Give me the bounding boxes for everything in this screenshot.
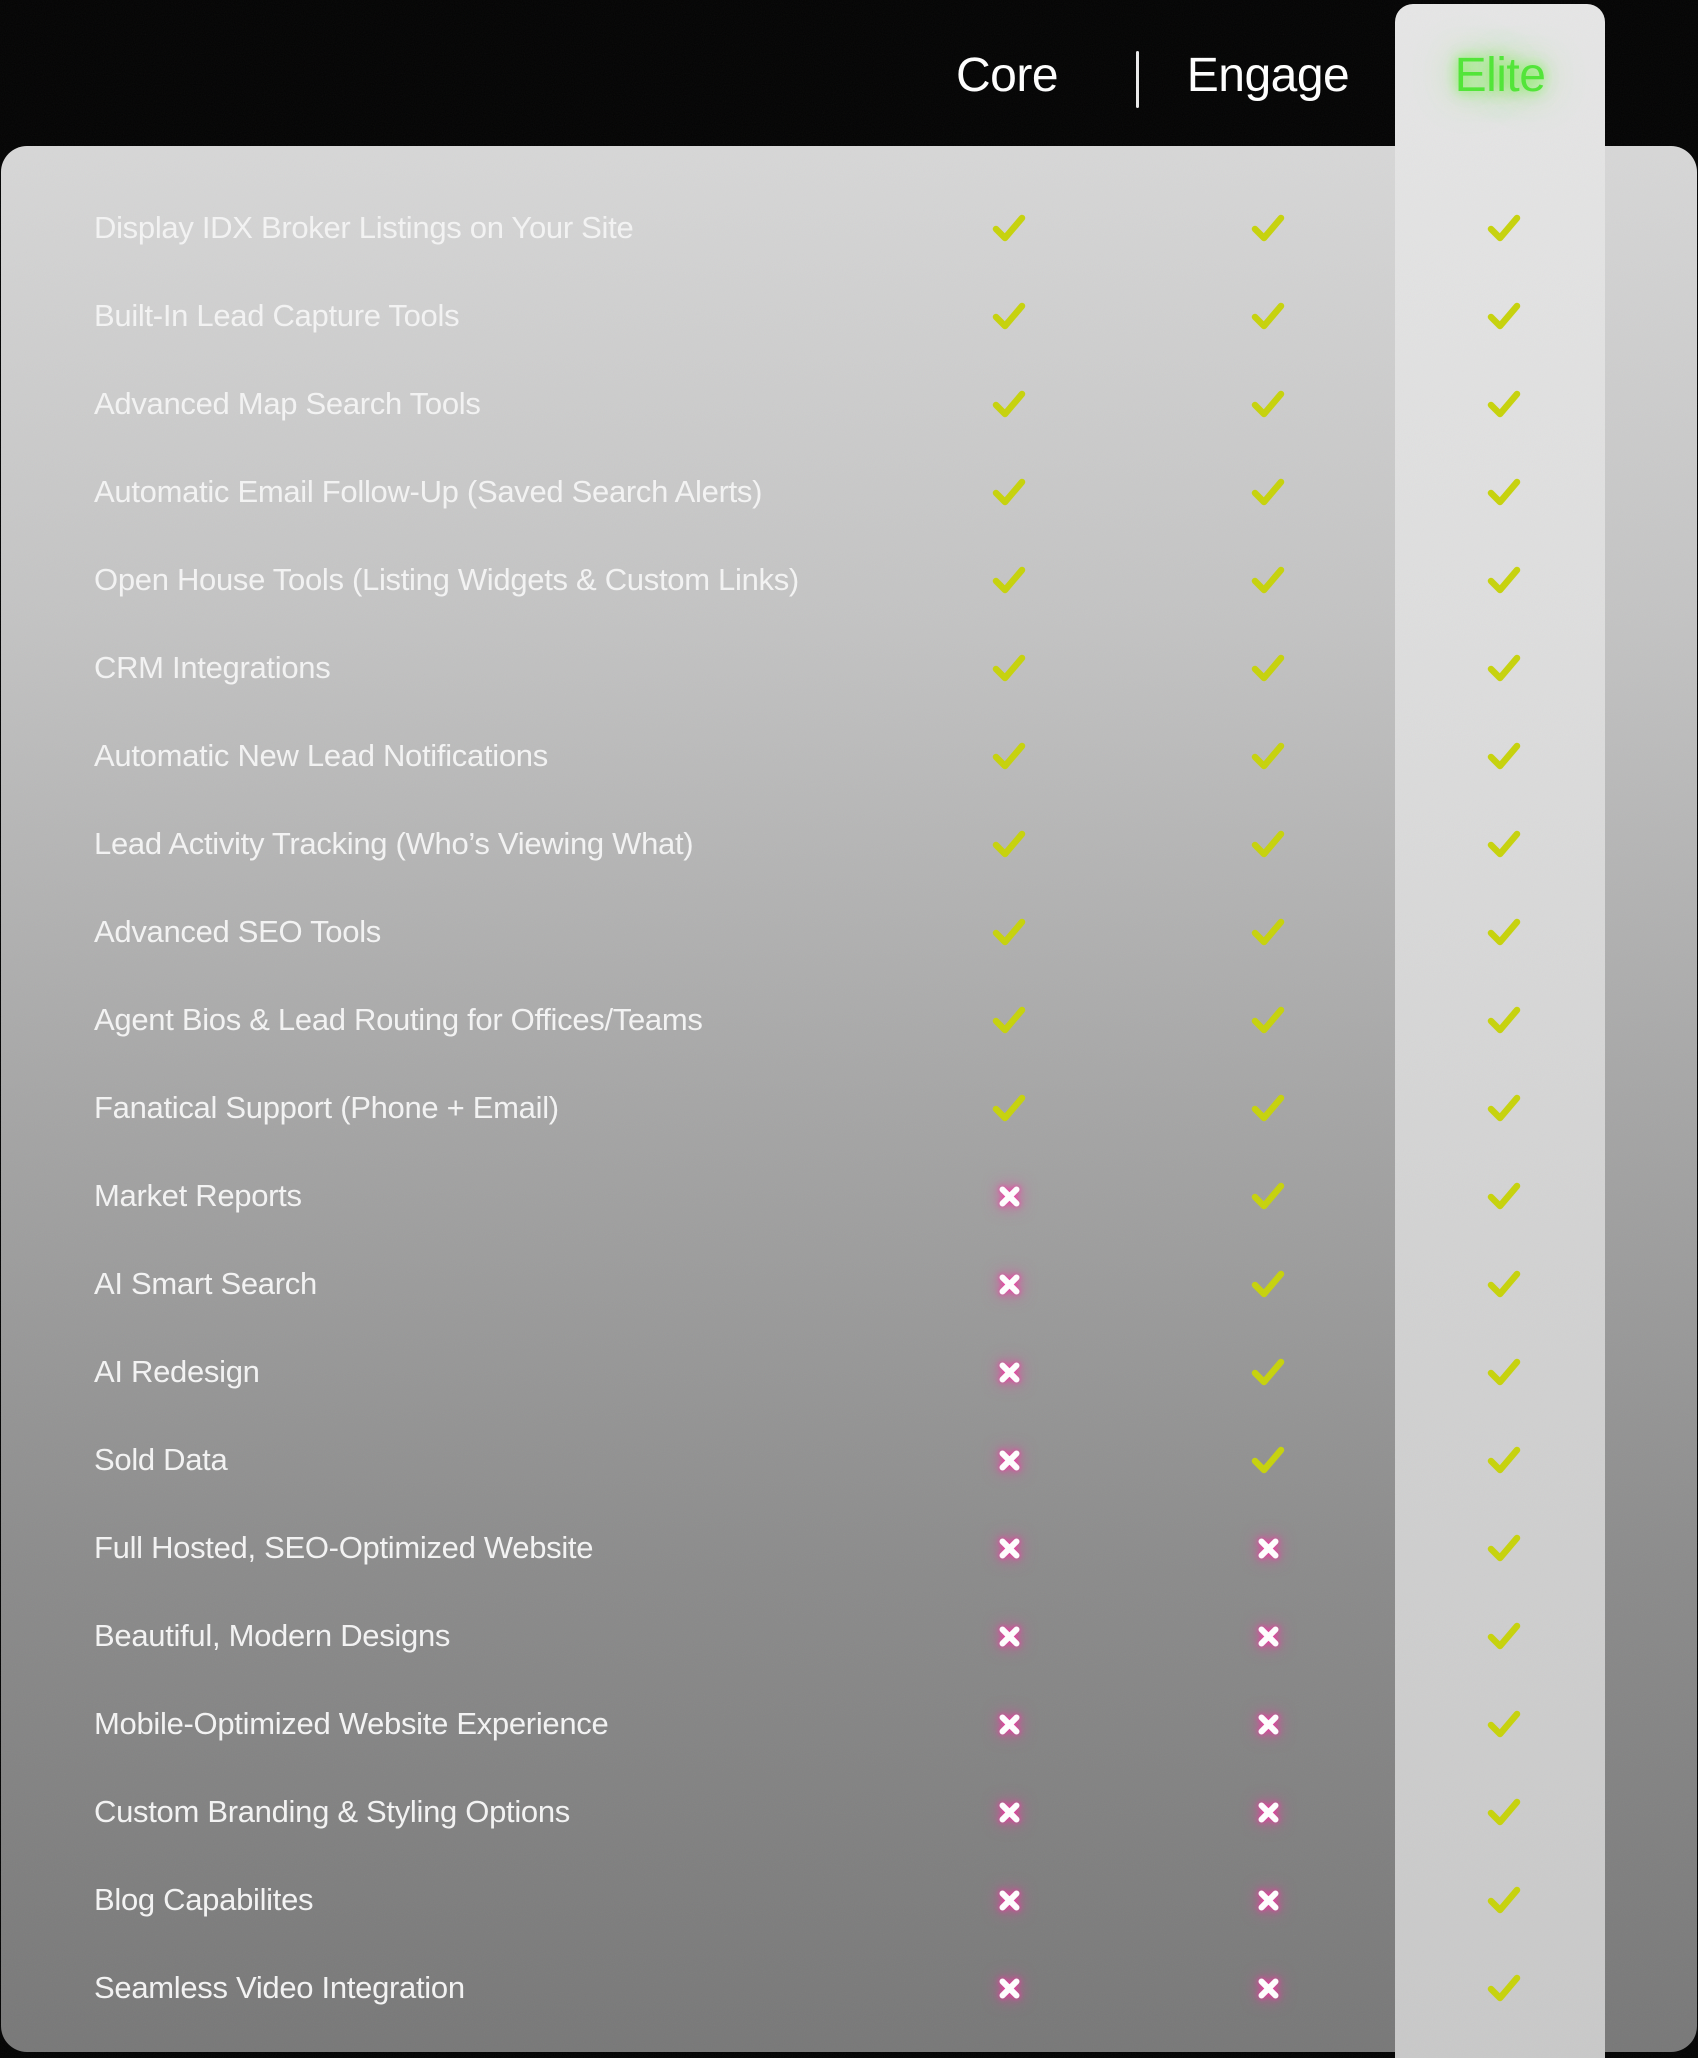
feature-row bbox=[1, 976, 1697, 1064]
feature-label: CRM Integrations bbox=[94, 650, 331, 685]
engage-cell bbox=[1220, 1240, 1316, 1328]
feature-row bbox=[1, 1944, 1697, 2032]
feature-label: Built-In Lead Capture Tools bbox=[94, 298, 460, 333]
plan-header-row bbox=[0, 0, 1698, 146]
feature-label: Lead Activity Tracking (Who’s Viewing What) bbox=[94, 826, 694, 861]
cross-icon bbox=[1255, 1711, 1282, 1738]
feature-row bbox=[1, 1504, 1697, 1592]
elite-cell bbox=[1456, 1152, 1552, 1240]
check-icon bbox=[1485, 828, 1523, 860]
feature-label: Mobile-Optimized Website Experience bbox=[94, 1706, 609, 1741]
elite-cell bbox=[1456, 1064, 1552, 1152]
check-icon bbox=[1249, 1356, 1287, 1388]
check-icon bbox=[1485, 1972, 1523, 2004]
core-cell bbox=[961, 272, 1057, 360]
elite-cell bbox=[1456, 184, 1552, 272]
feature-row bbox=[1, 1768, 1697, 1856]
elite-cell bbox=[1456, 1856, 1552, 1944]
check-icon bbox=[990, 652, 1028, 684]
core-cell bbox=[961, 536, 1057, 624]
check-icon bbox=[1249, 476, 1287, 508]
feature-row bbox=[1, 360, 1697, 448]
check-icon bbox=[1249, 212, 1287, 244]
check-icon bbox=[1485, 1268, 1523, 1300]
cross-icon bbox=[996, 1271, 1023, 1298]
plan-header-core[interactable]: Core bbox=[955, 49, 1059, 102]
feature-label: AI Redesign bbox=[94, 1354, 260, 1389]
check-icon bbox=[1485, 476, 1523, 508]
check-icon bbox=[1485, 1708, 1523, 1740]
elite-cell bbox=[1456, 360, 1552, 448]
feature-label: Advanced SEO Tools bbox=[94, 914, 381, 949]
check-icon bbox=[1485, 1532, 1523, 1564]
elite-cell bbox=[1456, 1328, 1552, 1416]
core-cell bbox=[961, 1328, 1057, 1416]
cross-icon bbox=[1255, 1799, 1282, 1826]
check-icon bbox=[990, 476, 1028, 508]
engage-cell bbox=[1220, 888, 1316, 976]
engage-cell bbox=[1220, 1064, 1316, 1152]
plan-header-engage[interactable]: Engage bbox=[1186, 49, 1350, 102]
core-cell bbox=[961, 1504, 1057, 1592]
engage-cell bbox=[1220, 800, 1316, 888]
check-icon bbox=[1485, 1796, 1523, 1828]
engage-cell bbox=[1220, 624, 1316, 712]
check-icon bbox=[1485, 564, 1523, 596]
engage-cell bbox=[1220, 184, 1316, 272]
check-icon bbox=[990, 564, 1028, 596]
cross-icon bbox=[1255, 1623, 1282, 1650]
check-icon bbox=[990, 916, 1028, 948]
cross-icon bbox=[996, 1799, 1023, 1826]
feature-row bbox=[1, 1328, 1697, 1416]
feature-row bbox=[1, 272, 1697, 360]
elite-cell bbox=[1456, 1592, 1552, 1680]
check-icon bbox=[1485, 1180, 1523, 1212]
feature-label: Full Hosted, SEO-Optimized Website bbox=[94, 1530, 594, 1565]
feature-label: Open House Tools (Listing Widgets & Custom Links) bbox=[94, 562, 799, 597]
elite-cell bbox=[1456, 1680, 1552, 1768]
feature-row bbox=[1, 712, 1697, 800]
plan-header-elite[interactable]: Elite bbox=[1454, 49, 1546, 102]
cross-icon bbox=[996, 1447, 1023, 1474]
check-icon bbox=[1485, 212, 1523, 244]
engage-cell bbox=[1220, 272, 1316, 360]
check-icon bbox=[1249, 1180, 1287, 1212]
feature-label: Agent Bios & Lead Routing for Offices/Teams bbox=[94, 1002, 703, 1037]
feature-label: Fanatical Support (Phone + Email) bbox=[94, 1090, 559, 1125]
check-icon bbox=[1485, 1356, 1523, 1388]
core-cell bbox=[961, 360, 1057, 448]
engage-cell bbox=[1220, 1856, 1316, 1944]
feature-row bbox=[1, 1240, 1697, 1328]
core-cell bbox=[961, 1152, 1057, 1240]
core-cell bbox=[961, 800, 1057, 888]
check-icon bbox=[1249, 1444, 1287, 1476]
elite-cell bbox=[1456, 1240, 1552, 1328]
feature-label: Automatic Email Follow-Up (Saved Search Alerts) bbox=[94, 474, 763, 509]
check-icon bbox=[1249, 300, 1287, 332]
core-cell bbox=[961, 1768, 1057, 1856]
check-icon bbox=[990, 1092, 1028, 1124]
feature-label: Automatic New Lead Notifications bbox=[94, 738, 548, 773]
check-icon bbox=[1249, 652, 1287, 684]
feature-row bbox=[1, 1416, 1697, 1504]
feature-row bbox=[1, 1592, 1697, 1680]
elite-cell bbox=[1456, 536, 1552, 624]
check-icon bbox=[1485, 916, 1523, 948]
engage-cell bbox=[1220, 1416, 1316, 1504]
feature-row bbox=[1, 1680, 1697, 1768]
check-icon bbox=[1485, 1620, 1523, 1652]
core-cell bbox=[961, 1416, 1057, 1504]
feature-label: Blog Capabilites bbox=[94, 1882, 314, 1917]
check-icon bbox=[1249, 916, 1287, 948]
elite-cell bbox=[1456, 1768, 1552, 1856]
feature-row bbox=[1, 624, 1697, 712]
cross-icon bbox=[996, 1359, 1023, 1386]
engage-cell bbox=[1220, 712, 1316, 800]
feature-label: Beautiful, Modern Designs bbox=[94, 1618, 451, 1653]
header-divider bbox=[1136, 51, 1139, 108]
check-icon bbox=[1485, 1004, 1523, 1036]
feature-label: Seamless Video Integration bbox=[94, 1970, 465, 2005]
engage-cell bbox=[1220, 448, 1316, 536]
engage-cell bbox=[1220, 1328, 1316, 1416]
elite-cell bbox=[1456, 1504, 1552, 1592]
cross-icon bbox=[996, 1975, 1023, 2002]
feature-label: Display IDX Broker Listings on Your Site bbox=[94, 210, 634, 245]
cross-icon bbox=[996, 1887, 1023, 1914]
check-icon bbox=[1249, 828, 1287, 860]
check-icon bbox=[1485, 388, 1523, 420]
cross-icon bbox=[996, 1183, 1023, 1210]
feature-row bbox=[1, 1856, 1697, 1944]
check-icon bbox=[990, 1004, 1028, 1036]
engage-cell bbox=[1220, 536, 1316, 624]
elite-cell bbox=[1456, 976, 1552, 1064]
elite-cell bbox=[1456, 448, 1552, 536]
core-cell bbox=[961, 1064, 1057, 1152]
check-icon bbox=[1249, 388, 1287, 420]
core-cell bbox=[961, 712, 1057, 800]
engage-cell bbox=[1220, 1504, 1316, 1592]
elite-cell bbox=[1456, 800, 1552, 888]
check-icon bbox=[1485, 1884, 1523, 1916]
engage-cell bbox=[1220, 976, 1316, 1064]
elite-cell bbox=[1456, 272, 1552, 360]
feature-label: Market Reports bbox=[94, 1178, 302, 1213]
core-cell bbox=[961, 888, 1057, 976]
feature-table-body bbox=[1, 146, 1697, 2052]
core-cell bbox=[961, 1240, 1057, 1328]
feature-label: Custom Branding & Styling Options bbox=[94, 1794, 571, 1829]
elite-cell bbox=[1456, 1944, 1552, 2032]
core-cell bbox=[961, 1592, 1057, 1680]
feature-row bbox=[1, 888, 1697, 976]
check-icon bbox=[990, 300, 1028, 332]
feature-label: AI Smart Search bbox=[94, 1266, 317, 1301]
check-icon bbox=[1485, 1092, 1523, 1124]
core-cell bbox=[961, 1856, 1057, 1944]
engage-cell bbox=[1220, 1768, 1316, 1856]
elite-cell bbox=[1456, 888, 1552, 976]
check-icon bbox=[1249, 740, 1287, 772]
check-icon bbox=[1249, 1268, 1287, 1300]
cross-icon bbox=[1255, 1887, 1282, 1914]
engage-cell bbox=[1220, 1680, 1316, 1768]
check-icon bbox=[1249, 1092, 1287, 1124]
check-icon bbox=[1485, 1444, 1523, 1476]
feature-label: Sold Data bbox=[94, 1442, 228, 1477]
core-cell bbox=[961, 976, 1057, 1064]
check-icon bbox=[1485, 740, 1523, 772]
engage-cell bbox=[1220, 1592, 1316, 1680]
cross-icon bbox=[996, 1623, 1023, 1650]
engage-cell bbox=[1220, 1944, 1316, 2032]
feature-row bbox=[1, 448, 1697, 536]
check-icon bbox=[990, 212, 1028, 244]
feature-row bbox=[1, 1152, 1697, 1240]
elite-cell bbox=[1456, 624, 1552, 712]
core-cell bbox=[961, 624, 1057, 712]
elite-cell bbox=[1456, 1416, 1552, 1504]
core-cell bbox=[961, 448, 1057, 536]
cross-icon bbox=[996, 1711, 1023, 1738]
check-icon bbox=[1485, 652, 1523, 684]
cross-icon bbox=[996, 1535, 1023, 1562]
check-icon bbox=[1249, 1004, 1287, 1036]
check-icon bbox=[990, 388, 1028, 420]
check-icon bbox=[990, 740, 1028, 772]
check-icon bbox=[1249, 564, 1287, 596]
feature-label: Advanced Map Search Tools bbox=[94, 386, 481, 421]
feature-row bbox=[1, 800, 1697, 888]
core-cell bbox=[961, 1680, 1057, 1768]
engage-cell bbox=[1220, 360, 1316, 448]
core-cell bbox=[961, 184, 1057, 272]
feature-row bbox=[1, 184, 1697, 272]
core-cell bbox=[961, 1944, 1057, 2032]
elite-cell bbox=[1456, 712, 1552, 800]
feature-row bbox=[1, 536, 1697, 624]
check-icon bbox=[990, 828, 1028, 860]
cross-icon bbox=[1255, 1535, 1282, 1562]
check-icon bbox=[1485, 300, 1523, 332]
engage-cell bbox=[1220, 1152, 1316, 1240]
cross-icon bbox=[1255, 1975, 1282, 2002]
feature-row bbox=[1, 1064, 1697, 1152]
